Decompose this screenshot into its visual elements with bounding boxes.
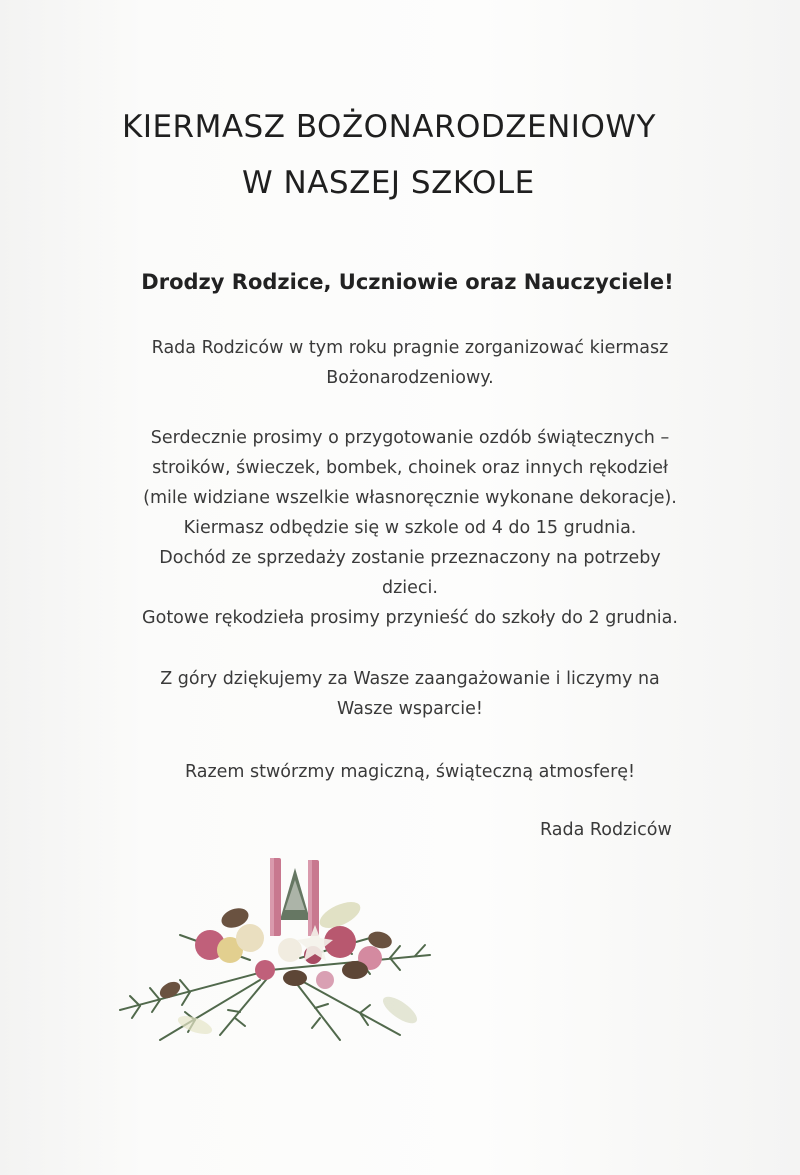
paragraph-line: Rada Rodziców w tym roku pragnie zorganizować kiermasz <box>151 338 669 358</box>
paragraph-details <box>60 423 760 633</box>
paragraph-line: Bożonarodzeniowy. <box>326 368 494 388</box>
document-title-line-1: KIERMASZ BOŻONARODZENIOWY <box>122 109 656 145</box>
paragraph-thanks <box>60 664 760 724</box>
greeting-heading: Drodzy Rodzice, Uczniowie oraz Nauczyciele! <box>141 270 674 294</box>
paragraph-line: stroików, świeczek, bombek, choinek oraz innych rękodzieł <box>152 458 668 478</box>
signature: Rada Rodziców <box>540 820 672 840</box>
paragraph-line: Serdecznie prosimy o przygotowanie ozdób świątecznych – <box>150 428 670 448</box>
document-title-line-2: W NASZEJ SZKOLE <box>242 165 535 201</box>
paragraph-line: (mile widziane wszelkie własnoręcznie wykonane dekoracje). <box>143 488 677 508</box>
paragraph-line: Wasze wsparcie! <box>337 699 483 719</box>
paragraph-line: Dochód ze sprzedaży zostanie przeznaczony na potrzeby <box>159 548 661 568</box>
paragraph-line: Razem stwórzmy magiczną, świąteczną atmosferę! <box>184 762 636 782</box>
paragraph-line: Z góry dziękujemy za Wasze zaangażowanie i liczymy na <box>160 669 660 689</box>
paragraph-line: Gotowe rękodzieła prosimy przynieść do szkoły do 2 grudnia. <box>142 608 678 628</box>
paragraph-line: dzieci. <box>382 578 438 598</box>
paragraph-announcement <box>60 333 760 393</box>
paragraph-closing <box>60 757 760 787</box>
christmas-wreath-icon <box>100 850 445 1050</box>
paragraph-line: Kiermasz odbędzie się w szkole od 4 do 15 grudnia. <box>183 518 637 538</box>
